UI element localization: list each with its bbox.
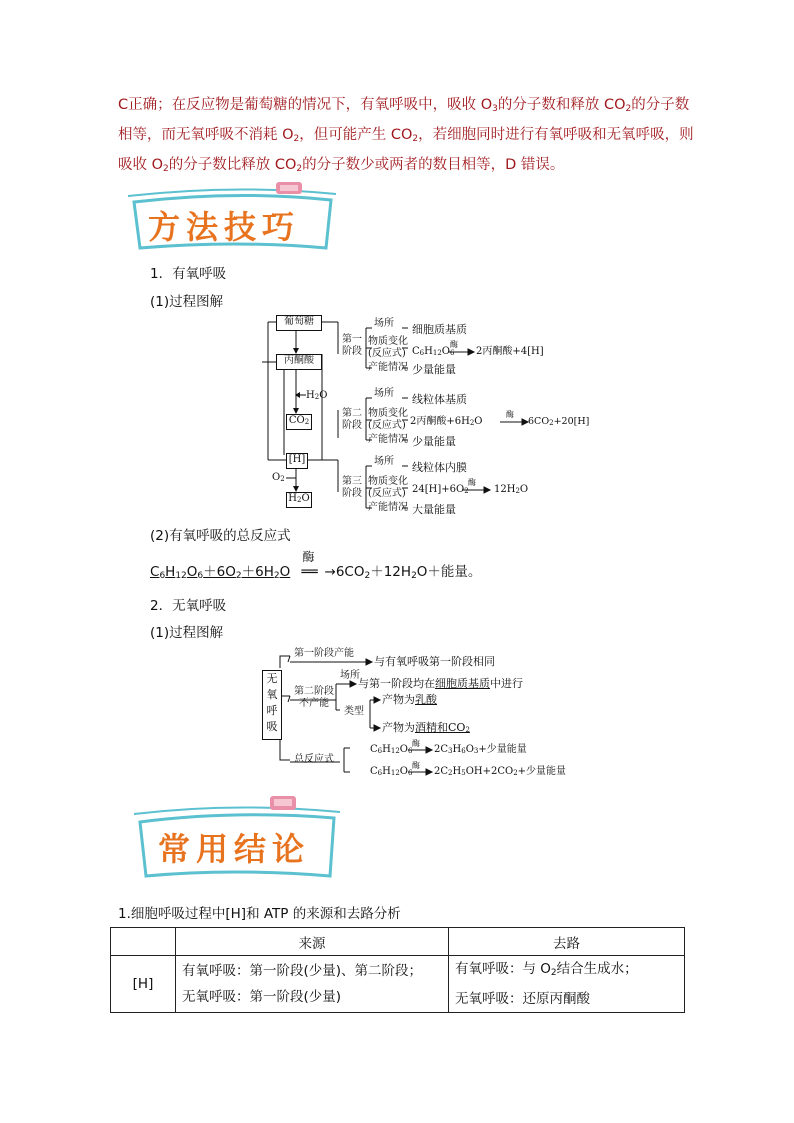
anaerobic-respiration-diagram <box>260 644 570 782</box>
s3-enzyme: 酶 <box>468 478 476 487</box>
s2-reaction: 2丙酮酸$+6H_2O$ <box>410 416 483 427</box>
s3-reaction: $24[H]+6O_2$ <box>412 484 469 495</box>
intro-paragraph <box>118 92 694 182</box>
reaction-lactic: $C_6H_{12}O_6$ <box>370 744 413 755</box>
table-cell-destination: 有氧呼吸：与 $O_2$结合生成水； 无氧呼吸：还原丙酮酸 <box>449 956 685 1013</box>
s1-reaction: $C_6H_{12}O_6$ <box>412 346 455 357</box>
banner-common-conclusions <box>134 796 349 882</box>
section-heading-h-atp: 1.细胞呼吸过程中[H]和 ATP 的来源和去路分析 <box>118 906 401 922</box>
s1-place: 细胞质基质 <box>412 323 467 336</box>
anaerobic-root-box: 无 氧 呼 吸 <box>262 670 282 740</box>
s3-product: $12H_2O$ <box>494 484 529 495</box>
reaction-alcohol-product: $2C_2H_5OH+2CO_2+$少量能量 <box>434 766 567 777</box>
subheading-anaerobic-process: (1)过程图解 <box>150 625 224 641</box>
intro-line-1: C正确；在反应物是葡萄糖的情况下，有氧呼吸中，吸收 $O_3$的分子数和释放 $CO_2$的分子数 <box>118 97 690 114</box>
branch-2-place-text: 与第一阶段均在细胞质基质中进行 <box>358 677 523 690</box>
s3-energy-label: 产能情况 <box>368 502 408 513</box>
subheading-overall-equation: (2)有氧呼吸的总反应式 <box>150 528 291 544</box>
branch-2-type-label: 类型 <box>344 706 364 717</box>
intro-line-3: 吸收 $O_2$的分子数比释放 $CO_2$的分子数少或两者的数目相等，D 错误。 <box>118 157 565 174</box>
h-source-destination-table <box>110 927 685 1013</box>
table-header-source: 来源 <box>176 928 449 956</box>
s1-energy-label: 产能情况 <box>368 362 408 373</box>
glucose-box: 葡萄糖 <box>276 315 322 331</box>
product-alcohol-co2: 产物为酒精和$CO_2$ <box>382 721 470 734</box>
s2-energy: 少量能量 <box>412 435 456 448</box>
product-lactic-acid: 产物为乳酸 <box>382 693 437 706</box>
reaction-alcohol-enzyme: 酶 <box>412 761 420 770</box>
section-heading-aerobic: 1．有氧呼吸 <box>150 266 227 282</box>
s3-energy: 大量能量 <box>412 503 456 516</box>
equation-arrow: 酶 ══ <box>301 550 318 580</box>
branch-3-label: 总反应式 <box>294 754 334 765</box>
equation-enzyme: 酶 <box>302 550 315 564</box>
table-row <box>111 956 685 1013</box>
branch-1-label: 第一阶段产能 <box>294 648 354 659</box>
equation-reactants: $C_6H_{12}O_6+6O_2+6H_2O$ <box>150 564 291 581</box>
banner-title: 方法技巧 <box>148 208 301 246</box>
s2-place: 线粒体基质 <box>412 393 467 406</box>
s3-place-label: 场所 <box>374 456 394 467</box>
s2-change-label: 物质变化 (反应式) <box>368 408 408 431</box>
water-output-box: $H_2O$ <box>286 492 312 508</box>
reaction-alcohol: $C_6H_{12}O_6$ <box>370 766 413 777</box>
subheading-process: (1)过程图解 <box>150 294 224 310</box>
intro-line-2: 相等，而无氧呼吸不消耗 $O_2$，但可能产生 $CO_2$，若细胞同时进行有氧呼吸和无氧呼吸，则 <box>118 127 694 144</box>
oxygen-input-label: $O_2$ <box>272 472 285 483</box>
stage-3-label: 第三 阶段 <box>342 476 362 499</box>
s2-product: $6CO_2+20[H]$ <box>528 416 590 427</box>
stage-1-label: 第一 阶段 <box>342 334 362 357</box>
banner-method-tips <box>126 182 341 254</box>
s1-enzyme: 酶 <box>450 340 458 349</box>
branch-1-text: 与有氧呼吸第一阶段相同 <box>374 655 495 668</box>
water-input-label: $H_2O$ <box>306 390 328 401</box>
banner-title: 常用结论 <box>158 830 311 868</box>
s1-change-label: 物质变化 (反应式) <box>368 336 408 359</box>
s2-place-label: 场所 <box>374 388 394 399</box>
co2-box: $CO_2$ <box>286 414 312 430</box>
table-cell-source: 有氧呼吸：第一阶段(少量)、第二阶段； 无氧呼吸：第一阶段(少量) <box>176 956 449 1013</box>
reaction-lactic-enzyme: 酶 <box>412 739 420 748</box>
s1-energy: 少量能量 <box>412 363 456 376</box>
table-header-destination: 去路 <box>449 928 685 956</box>
nadh-box: [H] <box>286 453 308 469</box>
branch-2-place-label: 场所 <box>340 670 360 681</box>
overall-equation: $C_6H_{12}O_6+6O_2+6H_2O$ 酶 ══ $\to 6CO_2+12H_2O+$能量。 <box>150 550 482 581</box>
table-header-row <box>111 928 685 956</box>
section-heading-anaerobic: 2．无氧呼吸 <box>150 598 227 614</box>
reaction-lactic-product: $2C_3H_6O_3+$少量能量 <box>434 744 527 755</box>
s2-enzyme: 酶 <box>506 410 514 419</box>
table-header-empty <box>111 928 176 956</box>
aerobic-respiration-diagram <box>262 310 590 518</box>
s3-change-label: 物质变化 (反应式) <box>368 476 408 499</box>
s1-product: 2丙酮酸+4[H] <box>476 346 544 357</box>
table-row-label: [H] <box>111 956 176 1013</box>
s3-place: 线粒体内膜 <box>412 461 467 474</box>
branch-2-label: 第二阶段 不产能 <box>294 686 334 709</box>
stage-2-label: 第二 阶段 <box>342 408 362 431</box>
s1-place-label: 场所 <box>374 318 394 329</box>
s2-energy-label: 产能情况 <box>368 434 408 445</box>
pyruvate-box: 丙酮酸 <box>276 354 322 370</box>
